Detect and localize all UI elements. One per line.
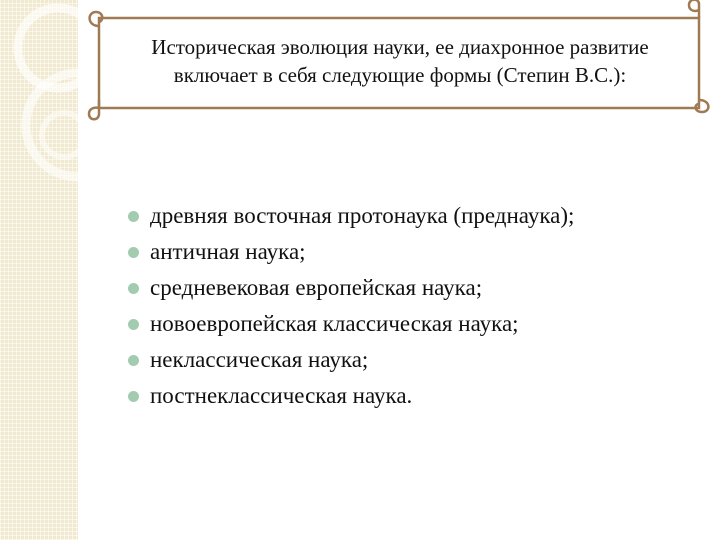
bullet-list (128, 198, 708, 414)
decorative-side-strip (0, 0, 78, 540)
bullet-item (128, 270, 708, 306)
bullet-text: античная наука; (150, 239, 306, 264)
bullet-item (128, 234, 708, 270)
decorative-swirl-icon (0, 0, 78, 540)
slide-title-line: включает в себя следующие формы (Степин В.С.): (173, 63, 627, 87)
bullet-item (128, 198, 708, 234)
bullet-item (128, 306, 708, 342)
bullet-text: постнеклассическая наука. (150, 383, 413, 408)
bullet-dot-icon (128, 211, 139, 222)
bullet-text: средневековая европейская наука; (150, 275, 483, 300)
bullet-dot-icon (128, 391, 139, 402)
bullet-dot-icon (128, 283, 139, 294)
bullet-text: неклассическая наука; (150, 347, 369, 372)
bullet-item (128, 378, 708, 414)
bullet-dot-icon (128, 247, 139, 258)
slide-title (100, 33, 700, 89)
bullet-dot-icon (128, 319, 139, 330)
slide-title-line: Историческая эволюция науки, ее диахронное развитие (151, 35, 649, 59)
bullet-text: новоевропейская классическая наука; (150, 311, 519, 336)
bullet-text: древняя восточная протонаука (преднаука); (150, 203, 575, 228)
bullet-dot-icon (128, 355, 139, 366)
bullet-item (128, 342, 708, 378)
